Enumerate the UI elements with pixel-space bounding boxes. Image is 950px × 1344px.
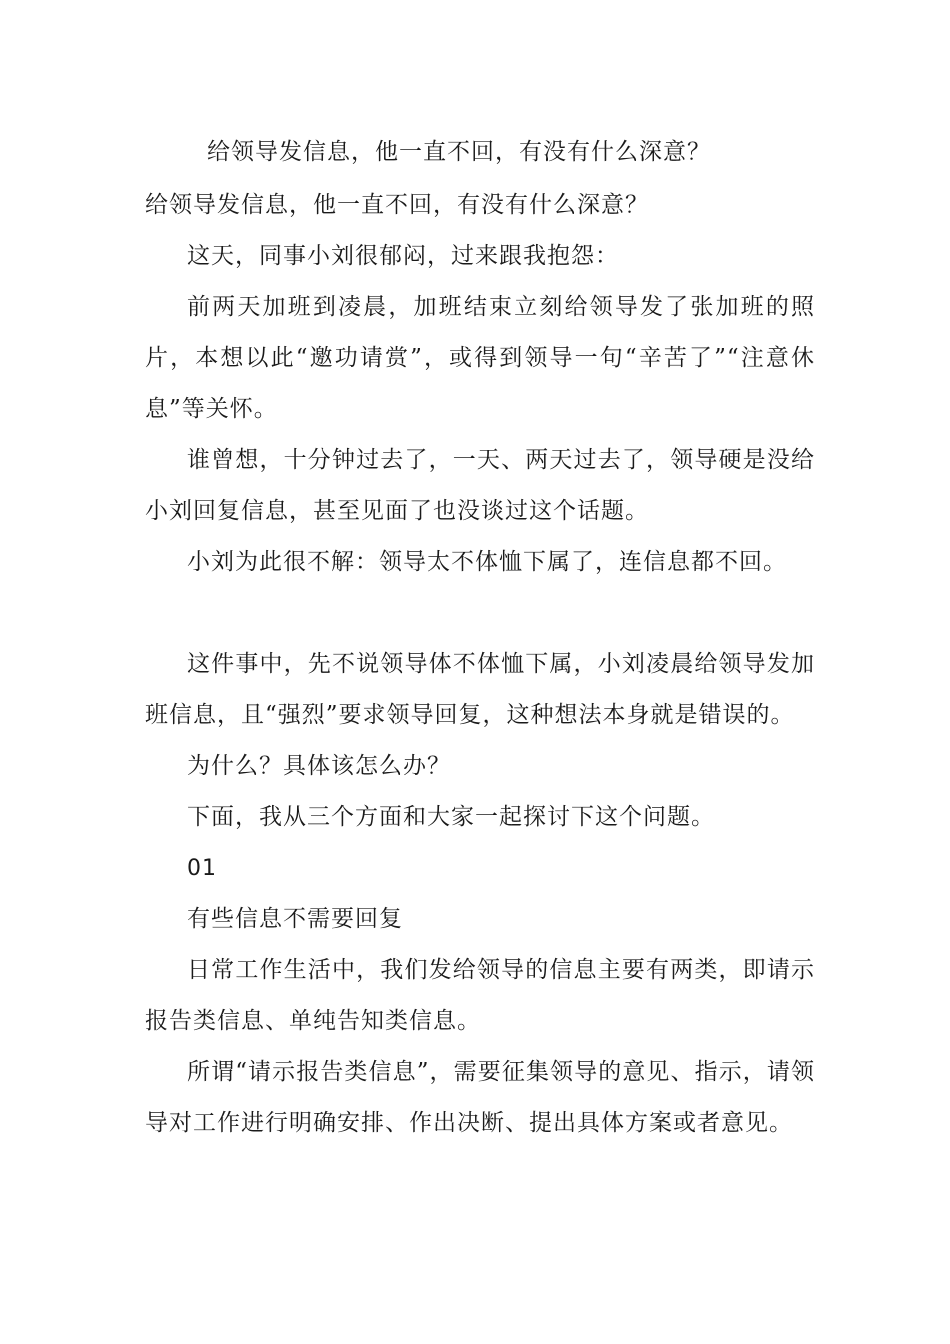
paragraph: 为什么？具体该怎么办？ <box>187 753 451 779</box>
paragraph: 所谓“请示报告类信息”，需要征集领导的意见、指示，请领导对工作进行明确安排、作出决断、提出具体方案或者意见。 <box>145 1059 815 1136</box>
paragraph-heading-repeat: 给领导发信息，他一直不回，有没有什么深意？ <box>145 192 649 218</box>
document-body <box>145 180 815 1149</box>
section-number: 01 <box>187 856 217 881</box>
section-heading: 有些信息不需要回复 <box>187 906 403 932</box>
paragraph: 下面，我从三个方面和大家一起探讨下这个问题。 <box>187 804 715 830</box>
paragraph: 前两天加班到凌晨，加班结束立刻给领导发了张加班的照片，本想以此“邀功请赏”，或得到领导一句“辛苦了”“注意休息”等关怀。 <box>145 294 815 422</box>
blank-line <box>145 588 815 639</box>
paragraph: 这件事中，先不说领导体不体恤下属，小刘凌晨给领导发加班信息，且“强烈”要求领导回复，这种想法本身就是错误的。 <box>145 651 815 728</box>
paragraph: 谁曾想，十分钟过去了，一天、两天过去了，领导硬是没给小刘回复信息，甚至见面了也没谈过这个话题。 <box>145 447 815 524</box>
paragraph: 这天，同事小刘很郁闷，过来跟我抱怨： <box>187 243 619 269</box>
paragraph: 小刘为此很不解：领导太不体恤下属了，连信息都不回。 <box>187 549 787 575</box>
document-title: 给领导发信息，他一直不回，有没有什么深意？ <box>207 139 711 165</box>
paragraph: 日常工作生活中，我们发给领导的信息主要有两类，即请示报告类信息、单纯告知类信息。 <box>145 957 815 1034</box>
